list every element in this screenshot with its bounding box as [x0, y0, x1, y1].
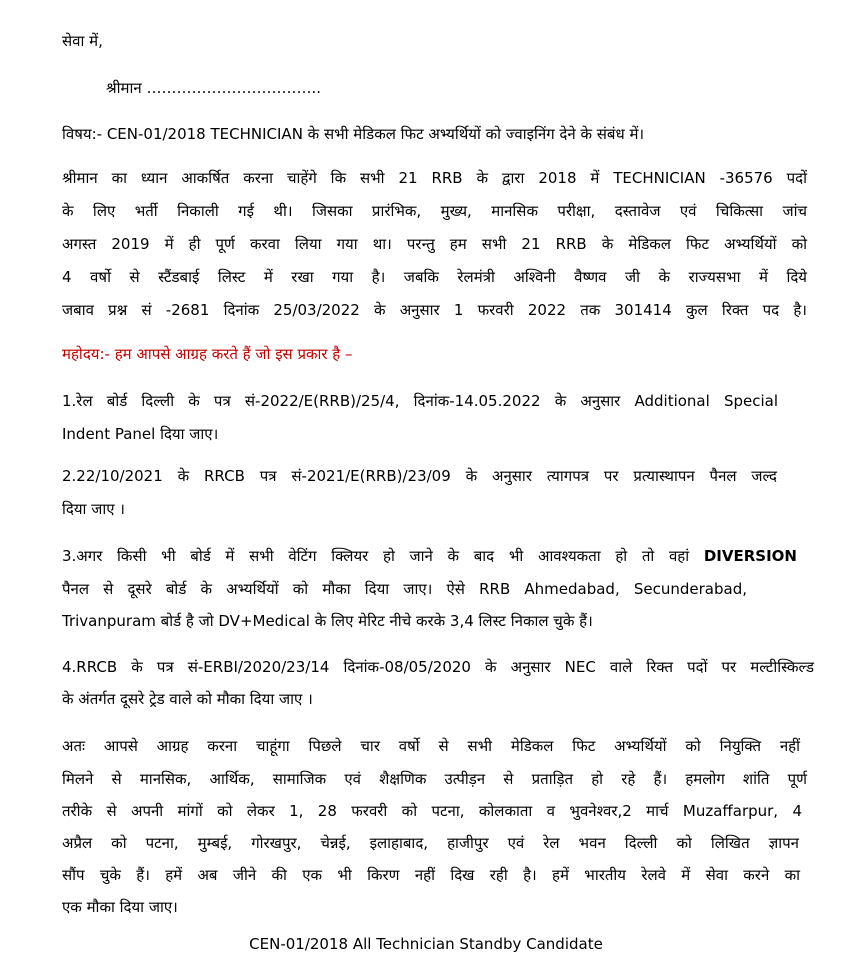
point3-line-2: पैनल से दूसरे बोर्ड के अभ्यर्थियों को मौका दिया जाए। ऐसे RRB Ahmedabad, Secunderabad, — [62, 580, 747, 598]
point3-line-3: Trivanpuram बोर्ड है जो DV+Medical के लिए मेरिट नीचे करके 3,4 लिस्ट निकाल चुके हैं। — [62, 612, 593, 630]
request-heading: महोदय:- हम आपसे आग्रह करते हैं जो इस प्रकार है – — [62, 345, 353, 363]
closing-line-6: एक मौका दिया जाए। — [62, 898, 178, 916]
subject-line: विषय:- CEN-01/2018 TECHNICIAN के सभी मेडिकल फिट अभ्यर्थियों को ज्वाइनिंग देने के संबंध में। — [62, 125, 645, 143]
salutation: सेवा में, — [62, 32, 103, 50]
closing-line-1: अतः आपसे आग्रह करना चाहूंगा पिछले चार वर्षो से सभी मेडिकल फिट अभ्यर्थियों को नियुक्ति नहीं — [62, 737, 800, 755]
point4-line-1: 4.RRCB के पत्र सं-ERBI/2020/23/14 दिनांक-08/05/2020 के अनुसार NEC वाले रिक्त पदों पर मल्टीस्किल्ड — [62, 658, 814, 676]
addressee: श्रीमान …………………………….. — [106, 79, 321, 97]
intro-line-4: 4 वर्षो से स्टैंडबाई लिस्ट में रखा गया है। जबकि रेलमंत्री अश्विनी वैष्णव जी के राज्यसभा में दिये — [62, 268, 807, 286]
intro-line-3: अगस्त 2019 में ही पूर्ण करवा लिया गया था। परन्तु हम सभी 21 RRB के मेडिकल फिट अभ्यर्थियों को — [62, 235, 807, 253]
closing-line-3: तरीके से अपनी मांगों को लेकर 1, 28 फरवरी को पटना, कोलकाता व भुवनेश्वर,2 मार्च Muzaffarpur, 4 — [62, 802, 802, 820]
footer-signature: CEN-01/2018 All Technician Standby Candidate — [249, 935, 603, 953]
intro-line-2: के लिए भर्ती निकाली गई थी। जिसका प्रारंभिक, मुख्य, मानसिक परीक्षा, दस्तावेज एवं चिकित्सा जांच — [62, 202, 807, 220]
point3-line-1 — [62, 546, 797, 566]
point2-line-1: 2.22/10/2021 के RRCB पत्र सं-2021/E(RRB)/23/09 के अनुसार त्यागपत्र पर प्रत्यास्थापन पैनल जल्द — [62, 467, 777, 485]
closing-line-4: अप्रैल को पटना, मुम्बई, गोरखपुर, चेन्नई, इलाहाबाद, हाजीपुर एवं रेल भवन दिल्ली को लिखित ज्ञापन — [62, 834, 799, 852]
intro-line-5: जबाव प्रश्न सं -2681 दिनांक 25/03/2022 के अनुसार 1 फरवरी 2022 तक 301414 कुल रिक्त पद है। — [62, 301, 807, 319]
closing-line-2: मिलने से मानसिक, आर्थिक, सामाजिक एवं शैक्षणिक उत्पीड़न से प्रताड़ित हो रहे हैं। हमलोग शांति पूर्ण — [62, 770, 807, 788]
closing-line-5: सौंप चुके हैं। हमें अब जीने की एक भी किरण नहीं दिख रही है। हमें भारतीय रेलवे में सेवा करने का — [62, 866, 800, 884]
diversion-keyword: DIVERSION — [703, 547, 797, 565]
point1-line-1: 1.रेल बोर्ड दिल्ली के पत्र सं-2022/E(RRB)/25/4, दिनांक-14.05.2022 के अनुसार Additional Special — [62, 392, 778, 410]
point3-line-1-text: 3.अगर किसी भी बोर्ड में सभी वेटिंग क्लियर हो जाने के बाद भी आवश्यकता हो तो वहां — [62, 547, 690, 565]
intro-line-1: श्रीमान का ध्यान आकर्षित करना चाहेंगे कि सभी 21 RRB के द्वारा 2018 में TECHNICIAN -36576 पदों — [62, 169, 807, 187]
point4-line-2: के अंतर्गत दूसरे ट्रेड वाले को मौका दिया जाए । — [62, 690, 313, 708]
point2-line-2: दिया जाए । — [62, 500, 125, 518]
point1-line-2: Indent Panel दिया जाए। — [62, 425, 219, 443]
